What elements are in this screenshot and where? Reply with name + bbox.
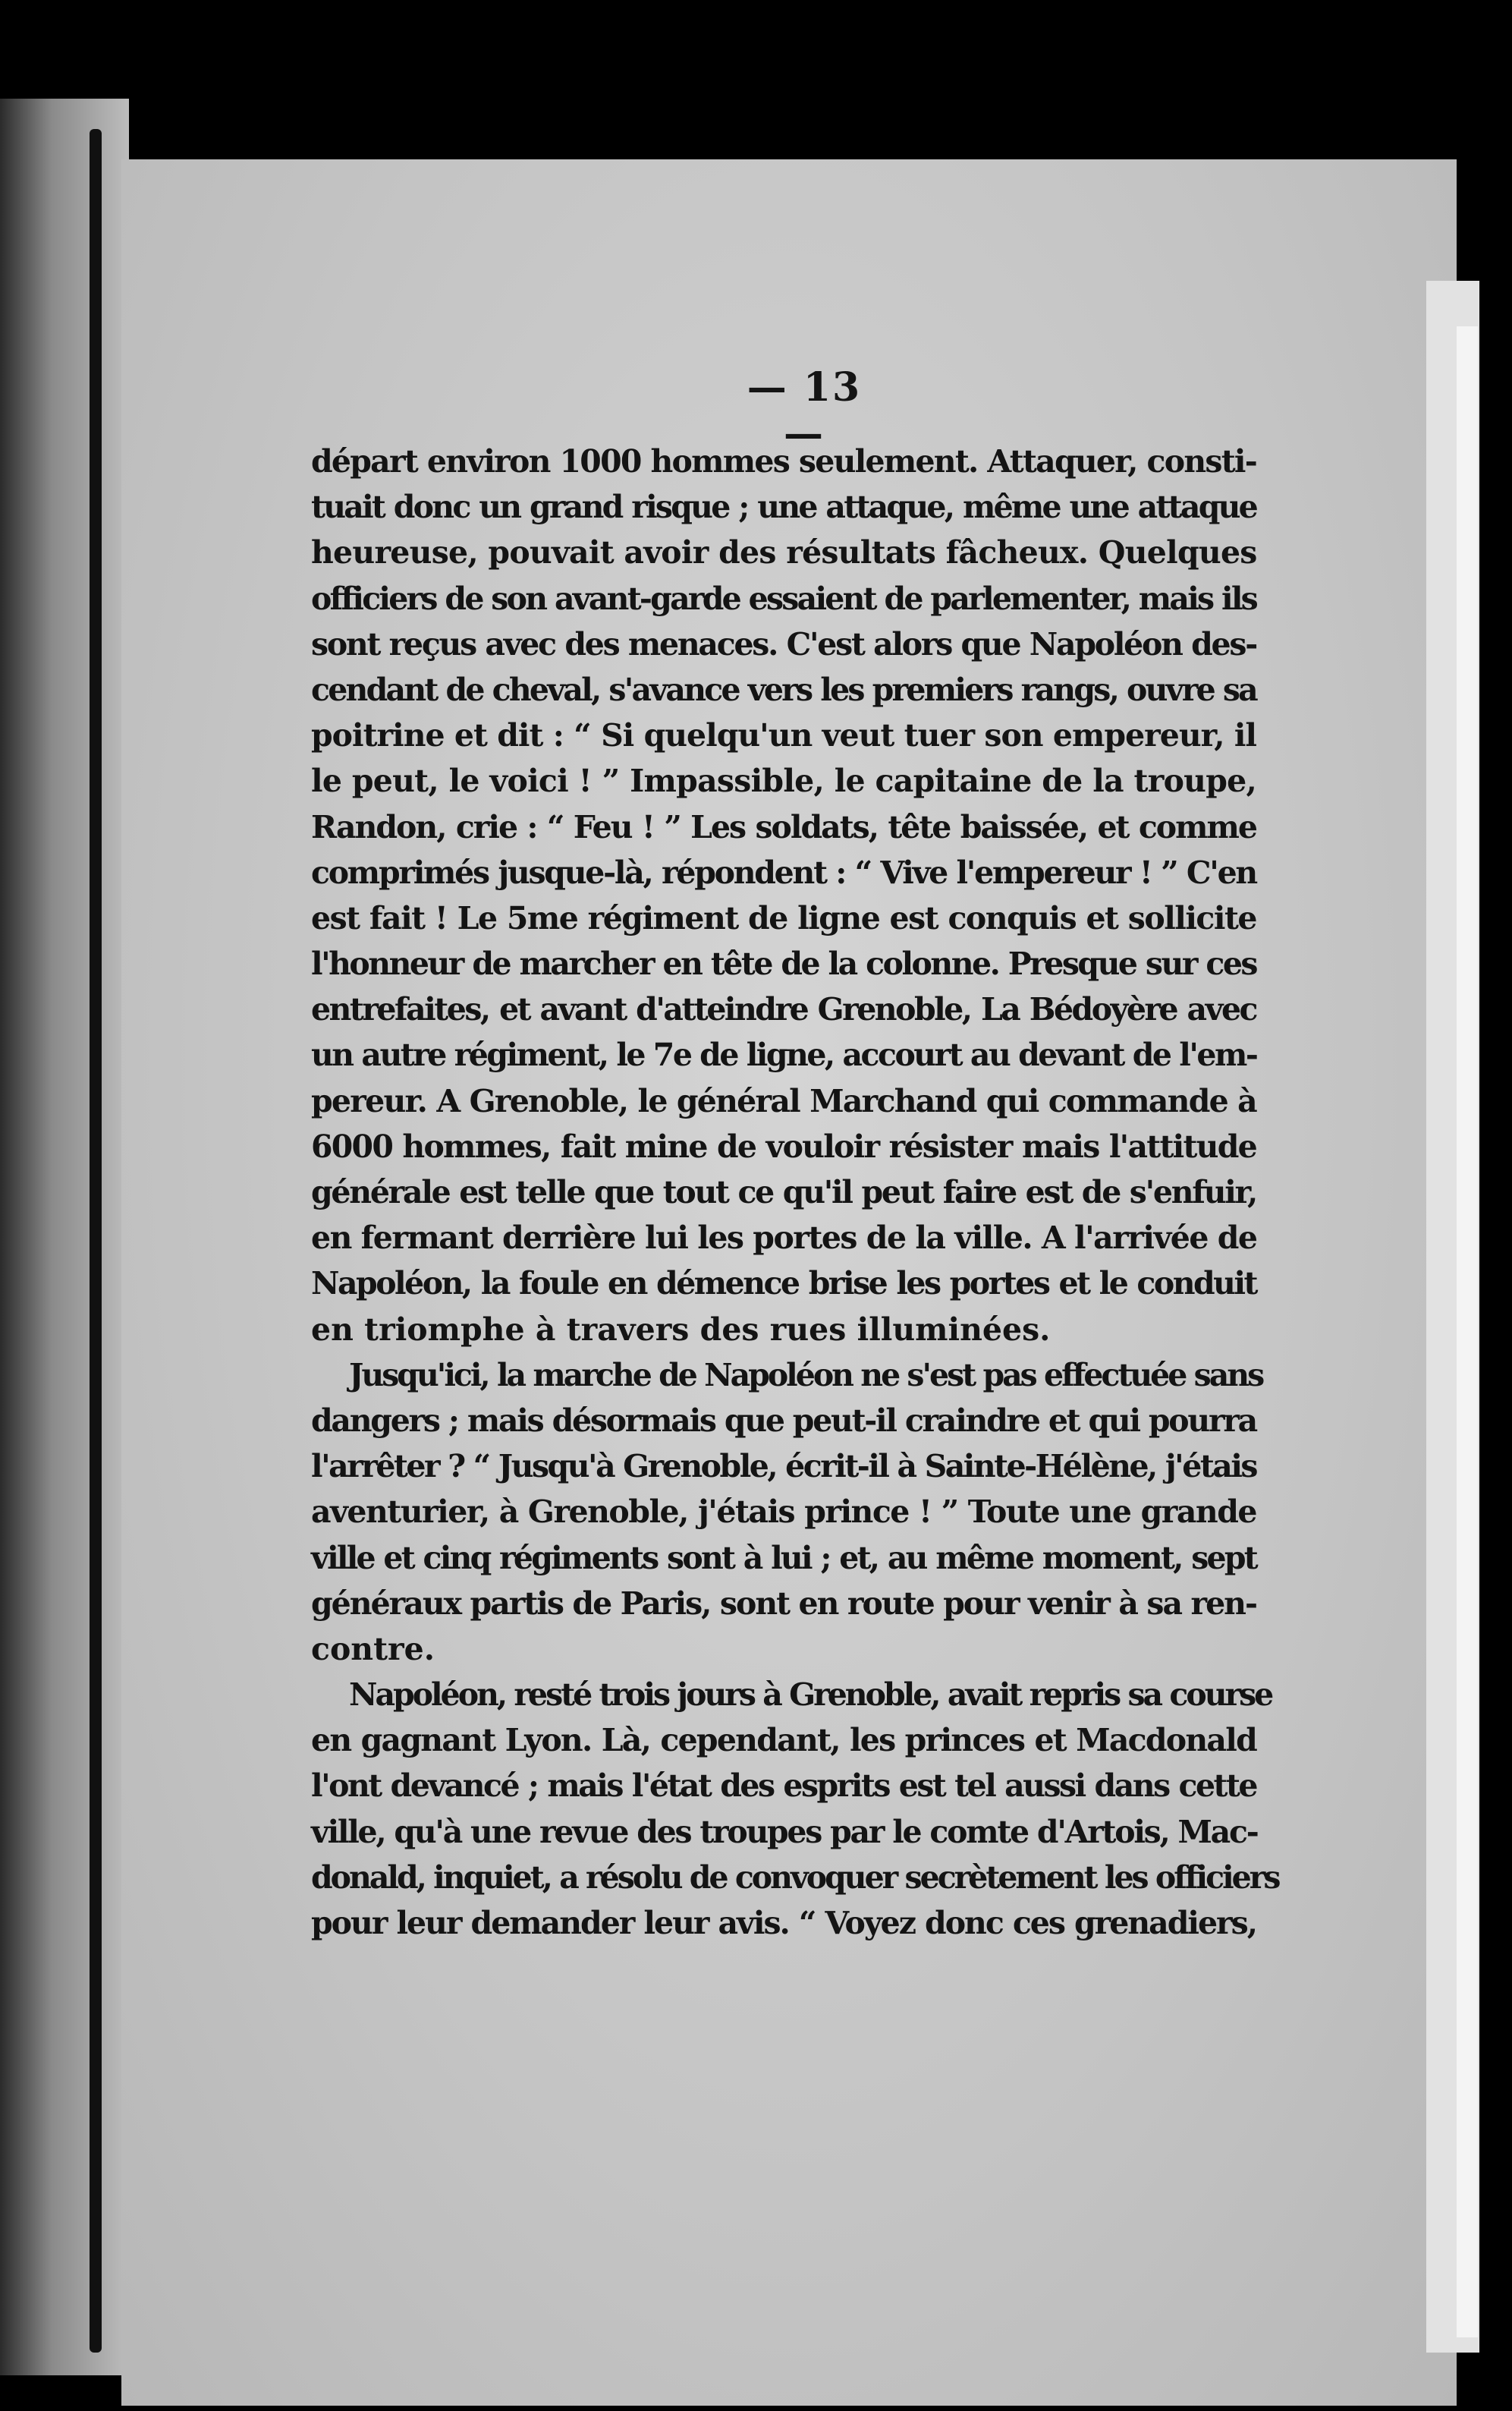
- text-line: officiers de son avant-garde essaient de parlementer, mais ils: [311, 580, 1256, 617]
- text-line: Randon, crie : “ Feu ! ” Les soldats, tête baissée, et comme: [311, 808, 1256, 845]
- text-line: poitrine et dit : “ Si quelqu'un veut tuer son empereur, il: [311, 717, 1256, 754]
- page-body-text: [311, 439, 1279, 1946]
- text-line: contre.: [311, 1630, 435, 1667]
- text-line: pour leur demander leur avis. “ Voyez donc ces grenadiers,: [311, 1905, 1256, 1941]
- text-line: pereur. A Grenoble, le général Marchand qui commande à: [311, 1082, 1256, 1119]
- text-line: le peut, le voici ! ” Impassible, le capitaine de la troupe,: [311, 763, 1256, 800]
- text-line: Napoléon, la foule en démence brise les portes et le conduit: [311, 1265, 1256, 1302]
- text-line: comprimés jusque-là, répondent : “ Vive l'empereur ! ” C'en: [311, 854, 1256, 891]
- page-edge-right-inner: [1457, 326, 1478, 2337]
- text-line: en triomphe à travers des rues illuminées.: [311, 1311, 1051, 1348]
- text-line: Napoléon, resté trois jours à Grenoble, avait repris sa course: [349, 1676, 1272, 1714]
- text-line: départ environ 1000 hommes seulement. Attaquer, consti-: [311, 443, 1256, 480]
- text-line: en gagnant Lyon. Là, cependant, les princes et Macdonald: [311, 1722, 1256, 1759]
- text-line: un autre régiment, le 7e de ligne, accourt au devant de l'em-: [311, 1037, 1257, 1074]
- text-line: sont reçus avec des menaces. C'est alors que Napoléon des-: [311, 625, 1256, 663]
- text-line: généraux partis de Paris, sont en route pour venir à sa ren-: [311, 1585, 1256, 1622]
- binding-shadow: [90, 129, 102, 2353]
- text-line: est fait ! Le 5me régiment de ligne est conquis et sollicite: [311, 899, 1256, 936]
- text-line: dangers ; mais désormais que peut-il craindre et qui pourra: [311, 1402, 1256, 1439]
- text-line: ville et cinq régiments sont à lui ; et, au même moment, sept: [311, 1539, 1256, 1576]
- text-line: générale est telle que tout ce qu'il peut faire est de s'enfuir,: [311, 1174, 1256, 1210]
- text-line: entrefaites, et avant d'atteindre Grenoble, La Bédoyère avec: [311, 991, 1256, 1028]
- text-line: 6000 hommes, fait mine de vouloir résister mais l'attitude: [311, 1128, 1256, 1165]
- text-line: tuait donc un grand risque ; une attaque, même une attaque: [311, 489, 1256, 526]
- text-line: en fermant derrière lui les portes de la ville. A l'arrivée de: [311, 1220, 1257, 1257]
- text-line: l'arrêter ? “ Jusqu'à Grenoble, écrit-il à Sainte-Hélène, j'étais: [311, 1448, 1256, 1485]
- facing-page-edge: [0, 99, 129, 2375]
- text-line: donald, inquiet, a résolu de convoquer secrètement les officiers: [311, 1859, 1279, 1896]
- text-line: l'ont devancé ; mais l'état des esprits est tel aussi dans cette: [311, 1767, 1256, 1805]
- text-line: ville, qu'à une revue des troupes par le comte d'Artois, Mac-: [311, 1813, 1258, 1850]
- text-line: Jusqu'ici, la marche de Napoléon ne s'est pas effectuée sans: [349, 1356, 1263, 1393]
- text-line: cendant de cheval, s'avance vers les premiers rangs, ouvre sa: [311, 671, 1256, 708]
- text-line: l'honneur de marcher en tête de la colonne. Presque sur ces: [311, 946, 1256, 983]
- text-line: heureuse, pouvait avoir des résultats fâcheux. Quelques: [311, 534, 1257, 571]
- text-line: aventurier, à Grenoble, j'étais prince ! ” Toute une grande: [311, 1493, 1256, 1531]
- page-number: — 13 —: [747, 364, 862, 457]
